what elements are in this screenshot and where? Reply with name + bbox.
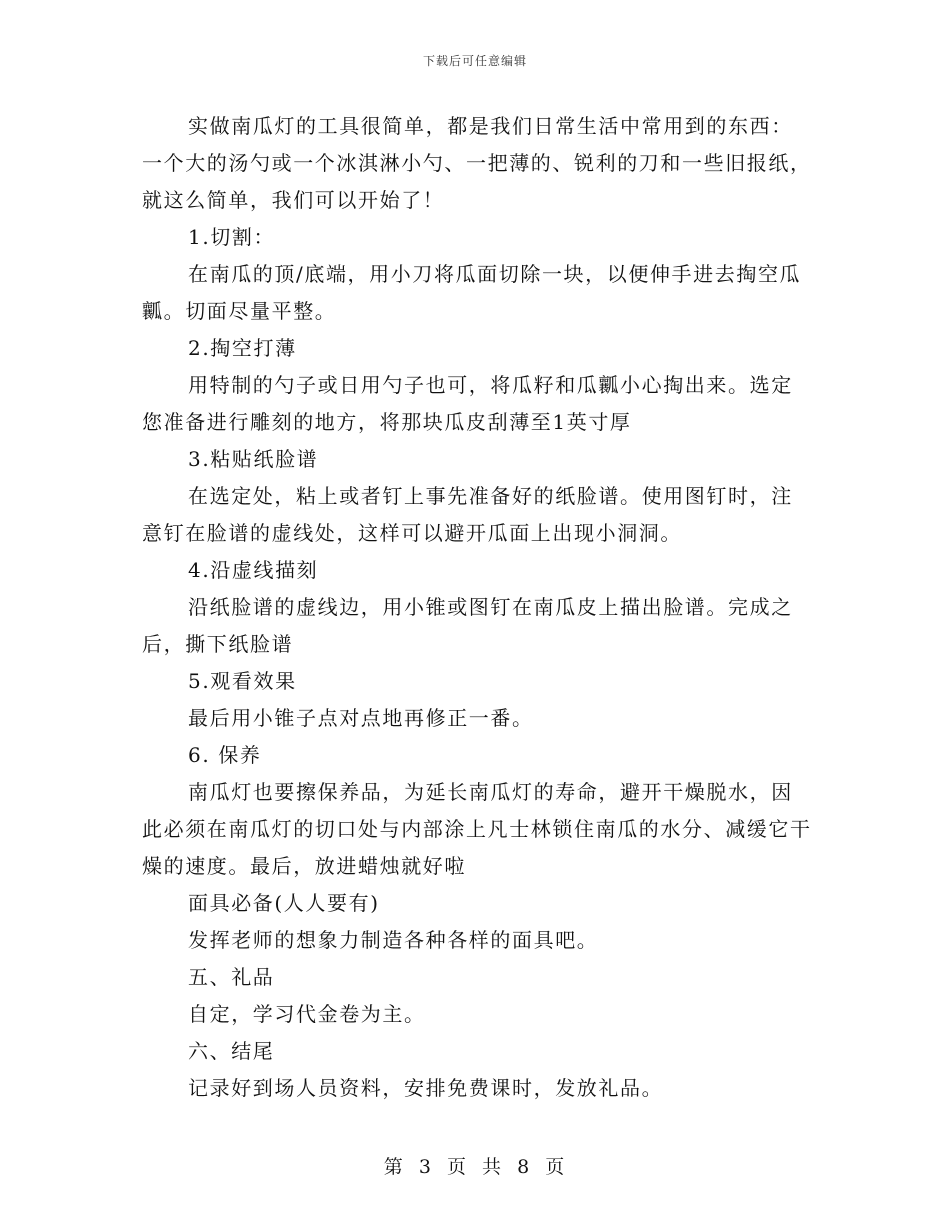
paragraph-hollow: 用特制的勺子或日用勺子也可，将瓜籽和瓜瓤小心掏出来。选定您准备进行雕刻的地方，将那块瓜皮刮薄至1英寸厚 <box>142 373 793 434</box>
footer-suffix: 页 <box>545 1156 567 1178</box>
document-body <box>142 108 812 1107</box>
footer-page-word: 页 <box>446 1156 468 1178</box>
section-heading-ending: 六、结尾 <box>188 1039 275 1063</box>
paragraph-gifts: 自定，学习代金卷为主。 <box>188 1002 426 1026</box>
step-heading-hollow: 2.掏空打薄 <box>188 336 297 360</box>
step-heading-trace: 4.沿虚线描刻 <box>188 558 319 582</box>
paragraph-paste: 在选定处，粘上或者钉上事先准备好的纸脸谱。使用图钉时，注意钉在脸谱的虚线处，这样可以避开瓜面上出现小洞洞。 <box>142 484 793 545</box>
paragraph-view: 最后用小锥子点对点地再修正一番。 <box>188 706 534 730</box>
section-heading-masks: 面具必备(人人要有) <box>188 891 380 915</box>
step-heading-cut: 1.切割： <box>188 225 276 249</box>
page-footer <box>0 1152 950 1179</box>
page-header: 下载后可任意编辑 <box>422 54 527 68</box>
footer-prefix: 第 <box>383 1156 405 1178</box>
step-heading-view: 5.观看效果 <box>188 669 297 693</box>
paragraph-trace: 沿纸脸谱的虚线边，用小锥或图钉在南瓜皮上描出脸谱。完成之后，撕下纸脸谱 <box>142 595 793 656</box>
page-total: 8 <box>517 1156 532 1178</box>
paragraph-ending: 记录好到场人员资料，安排免费课时，发放礼品。 <box>188 1076 664 1100</box>
paragraph-tools-intro: 实做南瓜灯的工具很简单，都是我们日常生活中常用到的东西：一个大的汤勺或一个冰淇淋小勺、一把薄的、锐利的刀和一些旧报纸，就这么简单，我们可以开始了！ <box>142 114 812 212</box>
step-heading-maintain: 6. 保养 <box>188 743 262 767</box>
footer-total-word: 共 <box>482 1156 504 1178</box>
paragraph-cut: 在南瓜的顶/底端，用小刀将瓜面切除一块，以便伸手进去掏空瓜瓤。切面尽量平整。 <box>142 262 802 323</box>
section-heading-gifts: 五、礼品 <box>188 965 275 989</box>
step-heading-paste: 3.粘贴纸脸谱 <box>188 447 319 471</box>
page-number: 3 <box>418 1156 433 1178</box>
paragraph-maintain: 南瓜灯也要擦保养品，为延长南瓜灯的寿命，避开干燥脱水，因此必须在南瓜灯的切口处与内部涂上凡士林锁住南瓜的水分、减缓它干燥的速度。最后，放进蜡烛就好啦 <box>142 780 812 878</box>
paragraph-masks: 发挥老师的想象力制造各种各样的面具吧。 <box>188 928 599 952</box>
